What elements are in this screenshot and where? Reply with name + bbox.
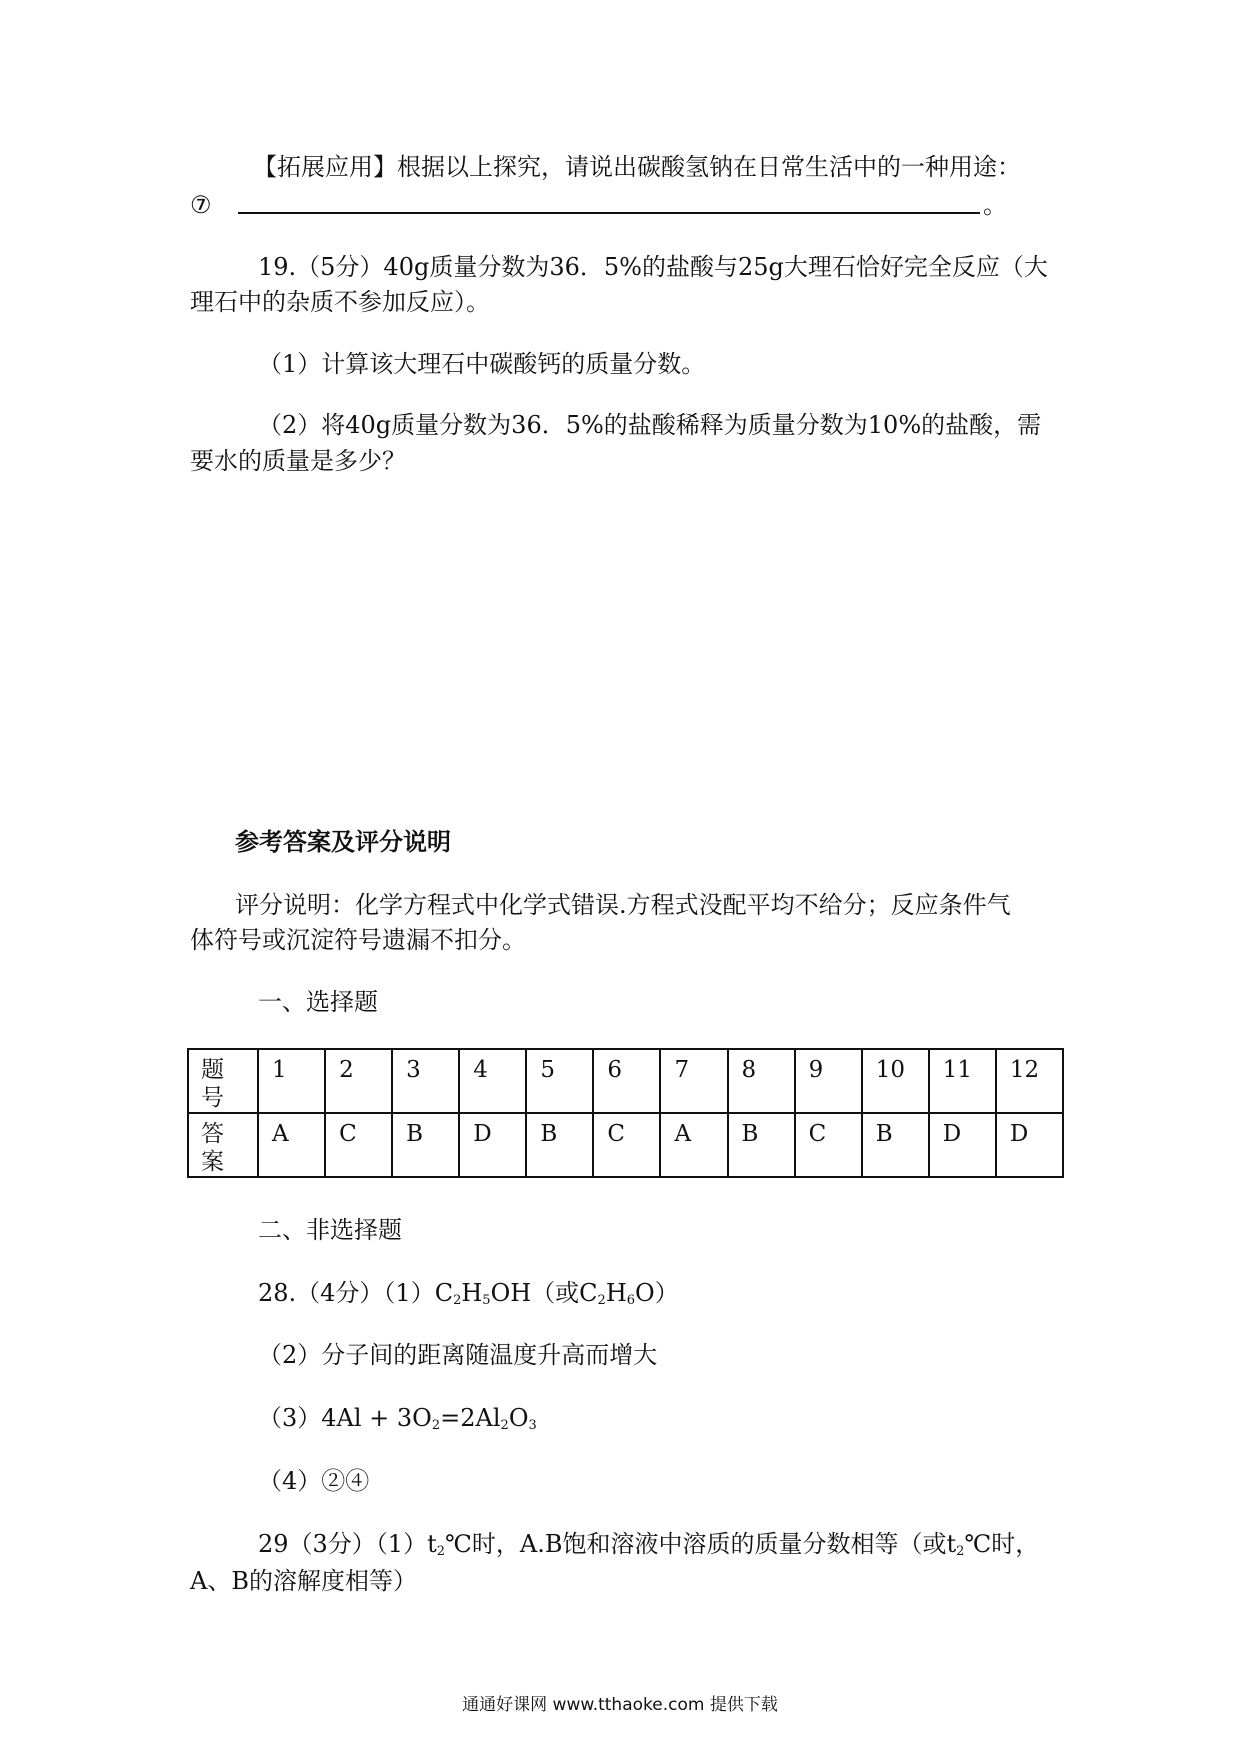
row-header-answer: 答 案: [188, 1113, 258, 1177]
question-number: 9: [795, 1049, 862, 1113]
question-number: 10: [862, 1049, 929, 1113]
answer-letter: C: [795, 1113, 862, 1177]
expansion-line-1: 【拓展应用】根据以上探究，请说出碳酸氢钠在日常生活中的一种用途：: [253, 153, 1021, 181]
answer-table: [187, 1048, 1064, 1178]
section-multiple-choice: 一、选择题: [258, 988, 378, 1016]
table-row-answers: [188, 1113, 1063, 1177]
q28-part-3: $(3)4Al + 3O_2=2Al_2O_3$: [258, 1404, 537, 1433]
answer-letter: A: [258, 1113, 325, 1177]
answer-letter: B: [728, 1113, 795, 1177]
answer-letter: B: [526, 1113, 593, 1177]
section-non-choice: 二、非选择题: [258, 1216, 402, 1244]
question-number: 2: [325, 1049, 392, 1113]
question-number: 4: [459, 1049, 526, 1113]
answer-letter: C: [325, 1113, 392, 1177]
answers-title: 参考答案及评分说明: [235, 827, 451, 856]
answer-letter: D: [459, 1113, 526, 1177]
q19-sub-1: （1）计算该大理石中碳酸钙的质量分数。: [258, 350, 706, 378]
question-number: 1: [258, 1049, 325, 1113]
q28-part-4: （4）②④: [258, 1467, 370, 1495]
answer-letter: B: [862, 1113, 929, 1177]
answer-letter: D: [929, 1113, 996, 1177]
row-header-number: 题 号: [188, 1049, 258, 1113]
expansion-end-mark: 。: [983, 191, 1007, 219]
question-number: 5: [526, 1049, 593, 1113]
answer-letter: B: [392, 1113, 459, 1177]
q29-line-1: 29（3分）$(1)t_2℃$时，A.B饱和溶液中溶质的质量分数相等（或$t_2℃$时，: [258, 1530, 1040, 1559]
grading-note-line-1: 评分说明：化学方程式中化学式错误.方程式没配平均不给分；反应条件气: [235, 891, 1011, 919]
question-number: 8: [728, 1049, 795, 1113]
question-number: 7: [660, 1049, 727, 1113]
q19-line-2: 理石中的杂质不参加反应）。: [190, 288, 490, 316]
grading-note-line-2: 体符号或沉淀符号遗漏不扣分。: [190, 926, 526, 954]
answer-letter: D: [996, 1113, 1063, 1177]
answer-letter: A: [660, 1113, 727, 1177]
question-number: 6: [593, 1049, 660, 1113]
q19-sub-2-line-1: （2）将40g质量分数为36．5%的盐酸稀释为质量分数为10%的盐酸，需: [258, 411, 1042, 439]
q28-part-1: 28.（4分）$(1)C_2H_5OH$（或$C_2H_6O$）: [258, 1279, 679, 1308]
answer-blank-line: [238, 212, 980, 214]
question-number: 11: [929, 1049, 996, 1113]
q19-line-1: 19.（5分）40g质量分数为36．5%的盐酸与25g大理石恰好完全反应（大: [258, 253, 1048, 281]
table-row-numbers: [188, 1049, 1063, 1113]
q28-part-2: （2）分子间的距离随温度升高而增大: [258, 1341, 658, 1369]
footer-credit: 通通好课网 www.tthaoke.com 提供下载: [462, 1695, 778, 1715]
question-number: 3: [392, 1049, 459, 1113]
q29-line-2: A、B的溶解度相等）: [190, 1567, 417, 1595]
expansion-marker: ⑦: [190, 191, 212, 219]
q19-sub-2-line-2: 要水的质量是多少？: [190, 447, 406, 475]
question-number: 12: [996, 1049, 1063, 1113]
answer-letter: C: [593, 1113, 660, 1177]
